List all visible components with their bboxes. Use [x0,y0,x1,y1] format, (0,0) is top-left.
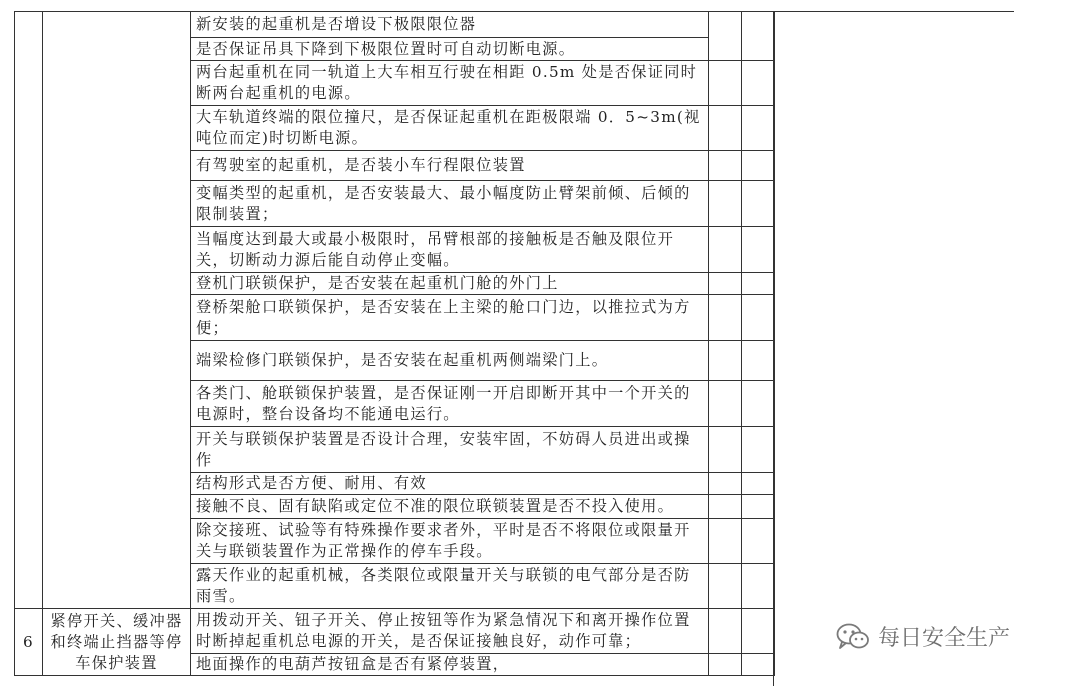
result-no-cell [742,227,775,273]
check-item: 登机门联锁保护，是否安装在起重机门舱的外门上 [191,273,709,295]
result-yes-cell [709,227,742,273]
result-yes-cell [709,61,742,106]
inspection-table [14,11,775,676]
check-item: 开关与联锁保护装置是否设计合理，安装牢固，不妨碍人员进出或操作 [191,427,709,473]
check-item: 用拨动开关、钮子开关、停止按钮等作为紧急情况下和离开操作位置时断掉起重机总电源的开关，是否保证接触良好，动作可靠； [191,609,709,654]
check-item: 两台起重机在同一轨道上大车相互行驶在相距 0.5m 处是否保证同时断两台起重机的电源。 [191,61,709,106]
result-yes-cell [709,564,742,609]
result-no-cell [742,519,775,564]
result-yes-cell [709,473,742,495]
result-no-cell [742,106,775,151]
check-item: 有驾驶室的起重机，是否装小车行程限位装置 [191,151,709,181]
category-cell [43,12,191,609]
result-yes-cell [709,151,742,181]
result-no-cell [742,181,775,227]
section-number: 6 [15,609,43,676]
result-yes-cell [709,427,742,473]
check-item: 变幅类型的起重机，是否安装最大、最小幅度防止臂架前倾、后倾的限制装置； [191,181,709,227]
check-item: 接触不良、固有缺陷或定位不准的限位联锁装置是否不投入使用。 [191,495,709,519]
result-no-cell [742,273,775,295]
result-yes-cell [709,295,742,341]
result-yes-cell [709,609,742,654]
no-cell [15,12,43,609]
result-no-cell [742,427,775,473]
result-no-cell [742,381,775,427]
remarks-column-border [773,11,774,686]
result-no-cell [742,61,775,106]
result-no-cell [742,495,775,519]
result-no-cell [742,151,775,181]
result-no-cell [742,473,775,495]
wechat-icon [836,623,870,651]
check-item: 端梁检修门联锁保护，是否安装在起重机两侧端梁门上。 [191,341,709,381]
check-item: 除交接班、试验等有特殊操作要求者外，平时是否不将限位或限量开关与联锁装置作为正常操作的停车手段。 [191,519,709,564]
result-yes-cell [709,273,742,295]
result-yes-cell [709,12,742,61]
check-item: 大车轨道终端的限位撞尺，是否保证起重机在距极限端 0．5~3m(视吨位而定)时切断电源。 [191,106,709,151]
section-category: 紧停开关、缓冲器和终端止挡器等停车保护装置 [43,609,191,676]
result-yes-cell [709,381,742,427]
result-no-cell [742,564,775,609]
result-yes-cell [709,341,742,381]
result-no-cell [742,654,775,676]
check-item: 露天作业的起重机械，各类限位或限量开关与联锁的电气部分是否防雨雪。 [191,564,709,609]
check-item: 结构形式是否方便、耐用、有效 [191,473,709,495]
result-yes-cell [709,495,742,519]
watermark [836,621,1010,652]
check-item: 各类门、舱联锁保护装置，是否保证刚一开启即断开其中一个开关的电源时，整台设备均不能通电运行。 [191,381,709,427]
result-no-cell [742,12,775,61]
check-item: 地面操作的电葫芦按钮盒是否有紧停装置， [191,654,709,676]
result-yes-cell [709,181,742,227]
result-yes-cell [709,519,742,564]
check-item: 登桥架舱口联锁保护，是否安装在上主梁的舱口门边，以推拉式为方便； [191,295,709,341]
result-no-cell [742,295,775,341]
check-item: 当幅度达到最大或最小极限时，吊臂根部的接触板是否触及限位开关，切断动力源后能自动停止变幅。 [191,227,709,273]
result-yes-cell [709,654,742,676]
result-no-cell [742,609,775,654]
result-no-cell [742,341,775,381]
watermark-text: 每日安全生产 [878,626,1011,651]
check-item: 新安装的起重机是否增设下极限限位器 [191,12,709,38]
result-yes-cell [709,106,742,151]
check-item: 是否保证吊具下降到下极限位置时可自动切断电源。 [191,38,709,61]
